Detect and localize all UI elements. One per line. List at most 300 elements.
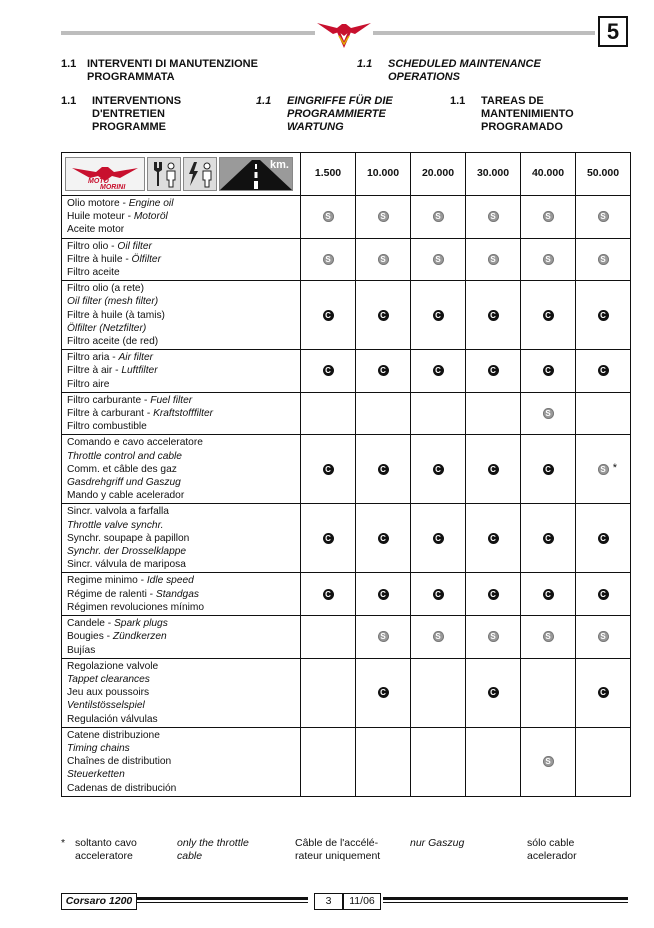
description-translation: Air filter [118, 352, 154, 364]
description-translation: Throttle valve synchr. [67, 519, 164, 531]
interval-cell [521, 238, 576, 281]
footnote-fr [295, 837, 380, 863]
description-translation: Engine oil [128, 198, 174, 209]
description-translation: Standgas [155, 588, 199, 600]
service-check-icon: S [488, 211, 499, 222]
change-replace-icon: C [598, 365, 609, 376]
service-check-icon: S [543, 254, 554, 265]
interval-cell [411, 504, 466, 573]
description-text: Filtro aceite [67, 267, 120, 279]
change-replace-icon: C [378, 687, 389, 698]
interval-cell [466, 658, 521, 727]
footer-page-number: 3 [314, 893, 343, 910]
footnote-it-line: acceleratore [75, 850, 133, 862]
service-check-icon: S [433, 254, 444, 265]
service-check-icon: S [543, 756, 554, 767]
service-check-icon: S [433, 211, 444, 222]
interval-cell [356, 281, 411, 350]
heading-fr-line1: INTERVENTIONS [92, 95, 182, 107]
change-replace-icon: C [543, 310, 554, 321]
description-line [67, 335, 300, 348]
interval-cell [466, 727, 521, 796]
operation-description [62, 281, 301, 350]
description-line [67, 489, 300, 502]
interval-cell [576, 392, 631, 435]
footnote-en-line: cable [177, 850, 203, 862]
chapter-number: 5 [598, 16, 628, 47]
operation-description [62, 350, 301, 393]
description-text: Jeu aux poussoirs [67, 687, 150, 699]
operation-description [62, 658, 301, 727]
description-text: Regime minimo - [67, 575, 147, 587]
interval-cell [576, 658, 631, 727]
description-text: Olio motore - [67, 198, 129, 209]
change-replace-icon: C [433, 365, 444, 376]
footer-rule-left-thin [136, 902, 308, 903]
description-text: Aceite motor [67, 224, 125, 236]
change-replace-icon: C [488, 687, 499, 698]
interval-cell [301, 616, 356, 659]
description-line [67, 588, 300, 601]
change-replace-icon: C [543, 464, 554, 475]
description-line [67, 755, 300, 768]
table-row [62, 658, 631, 727]
road-km-label: km. [270, 159, 289, 171]
interval-cell [301, 504, 356, 573]
interval-cell [301, 350, 356, 393]
description-translation: Steuerketten [67, 769, 125, 781]
footnote-es-line: sólo cable [527, 837, 575, 849]
description-text: Filtre à huile (à tamis) [67, 309, 165, 321]
service-check-icon: S [323, 254, 334, 265]
heading-it-number: 1.1 [61, 58, 77, 70]
description-line [67, 253, 300, 266]
service-check-icon: S [598, 211, 609, 222]
description-line [67, 364, 300, 377]
footnote-mark: * [61, 837, 66, 849]
interval-cell [466, 238, 521, 281]
heading-fr-line3: PROGRAMME [92, 121, 166, 133]
description-line [67, 450, 300, 463]
description-text: Filtro aria - [67, 352, 119, 364]
interval-cell [466, 435, 521, 504]
description-line [67, 436, 300, 449]
description-line [67, 574, 300, 587]
interval-cell [576, 435, 631, 504]
interval-header: 50.000 [576, 153, 631, 196]
interval-cell [466, 196, 521, 239]
operation-description [62, 727, 301, 796]
change-replace-icon: C [378, 533, 389, 544]
change-replace-icon: C [488, 464, 499, 475]
description-line [67, 505, 300, 518]
heading-en-line1: SCHEDULED MAINTENANCE [388, 58, 541, 70]
description-translation: Ventilstösselspiel [67, 700, 145, 712]
description-translation: Kraftstofffilter [153, 408, 214, 420]
interval-cell [301, 196, 356, 239]
heading-it-line1: INTERVENTI DI MANUTENZIONE [87, 58, 258, 70]
operation-description [62, 573, 301, 616]
description-line [67, 782, 300, 795]
description-translation: Oil filter (mesh filter) [67, 296, 159, 308]
table-row [62, 281, 631, 350]
footnote-fr-line: Câble de l'accélé- [295, 837, 379, 849]
service-check-icon: S [598, 254, 609, 265]
description-text: Filtre à huile - [67, 253, 132, 265]
footnote-it [75, 837, 137, 863]
interval-cell [356, 435, 411, 504]
interval-cell [521, 392, 576, 435]
footer-rule-right-thin [383, 902, 628, 903]
change-replace-icon: C [598, 533, 609, 544]
change-replace-icon: C [488, 310, 499, 321]
description-line [67, 768, 300, 781]
description-translation: Ölfilter (Netzfilter) [67, 322, 147, 334]
footnote-de-line: nur Gaszug [410, 837, 465, 849]
change-replace-icon: C [323, 589, 334, 600]
description-line [67, 545, 300, 558]
table-header-row [62, 153, 631, 196]
change-replace-icon: C [378, 464, 389, 475]
change-replace-icon: C [598, 589, 609, 600]
footer-rule-left [136, 897, 308, 900]
interval-cell [356, 658, 411, 727]
heading-de-line3: WARTUNG [287, 121, 344, 133]
service-check-icon: S [378, 211, 389, 222]
change-replace-icon: C [378, 310, 389, 321]
change-replace-icon: C [433, 589, 444, 600]
table-row [62, 504, 631, 573]
interval-cell [466, 616, 521, 659]
change-replace-icon: C [433, 464, 444, 475]
interval-cell [356, 196, 411, 239]
description-line [67, 476, 300, 489]
interval-cell [576, 281, 631, 350]
description-text: Regolazione valvole [67, 660, 159, 672]
change-replace-icon: C [433, 310, 444, 321]
interval-cell [356, 238, 411, 281]
heading-es-line1: TAREAS DE [481, 95, 544, 107]
heading-it-line2: PROGRAMMATA [87, 71, 175, 83]
description-translation: Zündkerzen [112, 631, 167, 643]
description-line [67, 223, 300, 236]
description-line [67, 699, 300, 712]
interval-cell [521, 727, 576, 796]
interval-cell [466, 504, 521, 573]
service-check-icon: S [598, 464, 609, 475]
description-line [67, 617, 300, 630]
description-translation: Luftfilter [121, 365, 158, 377]
interval-cell [576, 727, 631, 796]
service-check-icon: S [543, 631, 554, 642]
change-replace-icon: C [378, 365, 389, 376]
description-line [67, 660, 300, 673]
interval-cell [411, 435, 466, 504]
description-translation: Fuel filter [150, 394, 193, 406]
interval-cell [521, 281, 576, 350]
interval-cell [356, 350, 411, 393]
footer-rule-right [383, 897, 628, 900]
operation-description [62, 435, 301, 504]
change-replace-icon: C [323, 464, 334, 475]
description-line [67, 463, 300, 476]
description-text: Filtre à carburant - [67, 408, 154, 420]
service-check-icon: S [378, 254, 389, 265]
heading-de-line2: PROGRAMMIERTE [287, 108, 386, 120]
interval-cell [521, 350, 576, 393]
description-text: Regulación válvulas [67, 713, 158, 725]
interval-header: 30.000 [466, 153, 521, 196]
electrical-check-icon [183, 157, 217, 191]
interval-cell [301, 281, 356, 350]
description-text: Régime de ralenti - [67, 588, 156, 600]
description-text: Régimen revoluciones mínimo [67, 601, 205, 613]
footnote-it-line: soltanto cavo [75, 837, 137, 849]
change-replace-icon: C [543, 533, 554, 544]
description-text: Filtre à air - [67, 365, 122, 377]
description-translation: Synchr. der Drosselklappe [67, 546, 187, 558]
description-line [67, 266, 300, 279]
interval-cell [411, 658, 466, 727]
table-row [62, 196, 631, 239]
description-text: Filtro carburante - [67, 394, 151, 406]
change-replace-icon: C [543, 365, 554, 376]
description-text: Filtro combustible [67, 421, 147, 433]
description-line [67, 309, 300, 322]
description-line [67, 351, 300, 364]
interval-cell [411, 573, 466, 616]
operation-description [62, 616, 301, 659]
service-check-icon: S [488, 631, 499, 642]
footer-model-name: Corsaro 1200 [61, 893, 137, 910]
interval-cell [521, 504, 576, 573]
description-line [67, 713, 300, 726]
interval-cell [411, 238, 466, 281]
schedule-body [62, 196, 631, 797]
change-replace-icon: C [598, 687, 609, 698]
header-rule-left [61, 31, 315, 35]
interval-cell [576, 616, 631, 659]
description-text: Filtro olio - [67, 240, 118, 252]
description-text: Chaînes de distribution [67, 756, 172, 768]
interval-cell [521, 435, 576, 504]
description-line [67, 295, 300, 308]
badge-text-moto: MOTO [88, 178, 109, 185]
description-text: Comando e cavo acceleratore [67, 437, 203, 449]
heading-es-line3: PROGRAMADO [481, 121, 563, 133]
description-line [67, 210, 300, 223]
description-translation: Gasdrehgriff und Gaszug [67, 477, 181, 489]
description-line [67, 394, 300, 407]
description-line [67, 630, 300, 643]
description-text: Comm. et câble des gaz [67, 463, 177, 475]
description-translation: Ölfilter [131, 253, 161, 265]
maintenance-schedule-table [61, 152, 631, 797]
description-text: Filtro aceite (de red) [67, 336, 159, 348]
description-line [67, 558, 300, 571]
interval-cell [576, 196, 631, 239]
service-check-icon: S [378, 631, 389, 642]
description-text: Mando y cable acelerador [67, 490, 185, 502]
interval-cell [411, 281, 466, 350]
description-text: Catene distribuzione [67, 729, 160, 741]
interval-cell [576, 350, 631, 393]
description-line [67, 282, 300, 295]
interval-cell [356, 573, 411, 616]
heading-en-number: 1.1 [357, 58, 373, 70]
description-text: Bougies - [67, 631, 113, 643]
header-images-cell [62, 153, 301, 196]
table-row [62, 392, 631, 435]
interval-cell [356, 727, 411, 796]
service-check-icon: S [543, 408, 554, 419]
interval-cell [301, 238, 356, 281]
footer-date: 11/06 [343, 893, 381, 910]
description-line [67, 729, 300, 742]
heading-es-line2: MANTENIMIENTO [481, 108, 574, 120]
service-check-icon: S [488, 254, 499, 265]
change-replace-icon: C [378, 589, 389, 600]
interval-cell [301, 727, 356, 796]
description-line [67, 197, 300, 210]
description-line [67, 519, 300, 532]
description-translation: Timing chains [67, 742, 130, 754]
footnote-es-line: acelerador [527, 850, 577, 862]
interval-cell [301, 573, 356, 616]
interval-cell [466, 350, 521, 393]
interval-cell [576, 573, 631, 616]
interval-cell [356, 504, 411, 573]
change-replace-icon: C [543, 589, 554, 600]
description-translation: Idle speed [146, 575, 194, 587]
interval-cell [411, 616, 466, 659]
interval-cell [411, 727, 466, 796]
interval-cell [521, 196, 576, 239]
footnote-reference: * [612, 462, 617, 475]
description-text: Synchr. soupape à papillon [67, 532, 190, 544]
interval-header: 40.000 [521, 153, 576, 196]
service-check-icon: S [598, 631, 609, 642]
mechanic-wrench-icon [147, 157, 181, 191]
footnote-fr-line: rateur uniquement [295, 850, 381, 862]
description-line [67, 407, 300, 420]
description-translation: Throttle control and cable [67, 450, 182, 462]
operation-description [62, 392, 301, 435]
heading-de-number: 1.1 [256, 95, 272, 107]
footnote-es [527, 837, 577, 863]
header-rule-right [373, 31, 595, 35]
operation-description [62, 196, 301, 239]
interval-cell [411, 392, 466, 435]
interval-header: 1.500 [301, 153, 356, 196]
table-row [62, 616, 631, 659]
interval-cell [466, 281, 521, 350]
description-line [67, 644, 300, 657]
footnote-de [410, 837, 464, 850]
interval-cell [466, 392, 521, 435]
moto-morini-eagle-logo [315, 20, 373, 50]
description-line [67, 240, 300, 253]
interval-cell [576, 504, 631, 573]
description-text: Bujías [67, 644, 96, 656]
table-row [62, 573, 631, 616]
description-text: Candele - [67, 618, 115, 630]
service-check-icon: S [543, 211, 554, 222]
interval-header: 10.000 [356, 153, 411, 196]
description-line [67, 420, 300, 433]
change-replace-icon: C [488, 533, 499, 544]
heading-es-number: 1.1 [450, 95, 466, 107]
change-replace-icon: C [323, 533, 334, 544]
interval-cell [521, 616, 576, 659]
description-line [67, 601, 300, 614]
description-line [67, 322, 300, 335]
description-line [67, 673, 300, 686]
interval-cell [356, 392, 411, 435]
change-replace-icon: C [323, 365, 334, 376]
table-row [62, 238, 631, 281]
service-check-icon: S [433, 631, 444, 642]
heading-fr-line2: D'ENTRETIEN [92, 108, 165, 120]
description-line [67, 378, 300, 391]
change-replace-icon: C [488, 365, 499, 376]
interval-cell [466, 573, 521, 616]
footnote-en-line: only the throttle [177, 837, 249, 849]
footnote-en [177, 837, 249, 863]
description-translation: Oil filter [117, 240, 152, 252]
description-line [67, 742, 300, 755]
road-km-image [219, 157, 293, 191]
table-row [62, 727, 631, 796]
change-replace-icon: C [598, 310, 609, 321]
heading-de-line1: EINGRIFFE FÜR DIE [287, 95, 393, 107]
interval-cell [356, 616, 411, 659]
description-text: Huile moteur - [67, 211, 134, 223]
moto-morini-badge-image [65, 157, 145, 191]
table-row [62, 435, 631, 504]
interval-cell [411, 196, 466, 239]
change-replace-icon: C [488, 589, 499, 600]
service-check-icon: S [323, 211, 334, 222]
interval-header: 20.000 [411, 153, 466, 196]
change-replace-icon: C [433, 533, 444, 544]
interval-cell [521, 573, 576, 616]
description-translation: Tappet clearances [67, 673, 150, 685]
interval-cell [301, 435, 356, 504]
description-line [67, 686, 300, 699]
description-translation: Motoröl [133, 211, 168, 223]
heading-fr-number: 1.1 [61, 95, 77, 107]
description-text: Sincr. valvola a farfalla [67, 506, 169, 518]
interval-cell [521, 658, 576, 727]
interval-cell [301, 658, 356, 727]
description-translation: Spark plugs [114, 618, 168, 630]
interval-cell [576, 238, 631, 281]
table-row [62, 350, 631, 393]
description-text: Cadenas de distribución [67, 782, 177, 794]
change-replace-icon: C [323, 310, 334, 321]
badge-text-morini: MORINI [100, 184, 126, 191]
description-text: Filtro aire [67, 378, 110, 390]
operation-description [62, 238, 301, 281]
operation-description [62, 504, 301, 573]
description-line [67, 532, 300, 545]
description-text: Sincr. válvula de mariposa [67, 559, 186, 571]
heading-en-line2: OPERATIONS [388, 71, 460, 83]
interval-cell [301, 392, 356, 435]
interval-cell [411, 350, 466, 393]
description-text: Filtro olio (a rete) [67, 283, 144, 295]
